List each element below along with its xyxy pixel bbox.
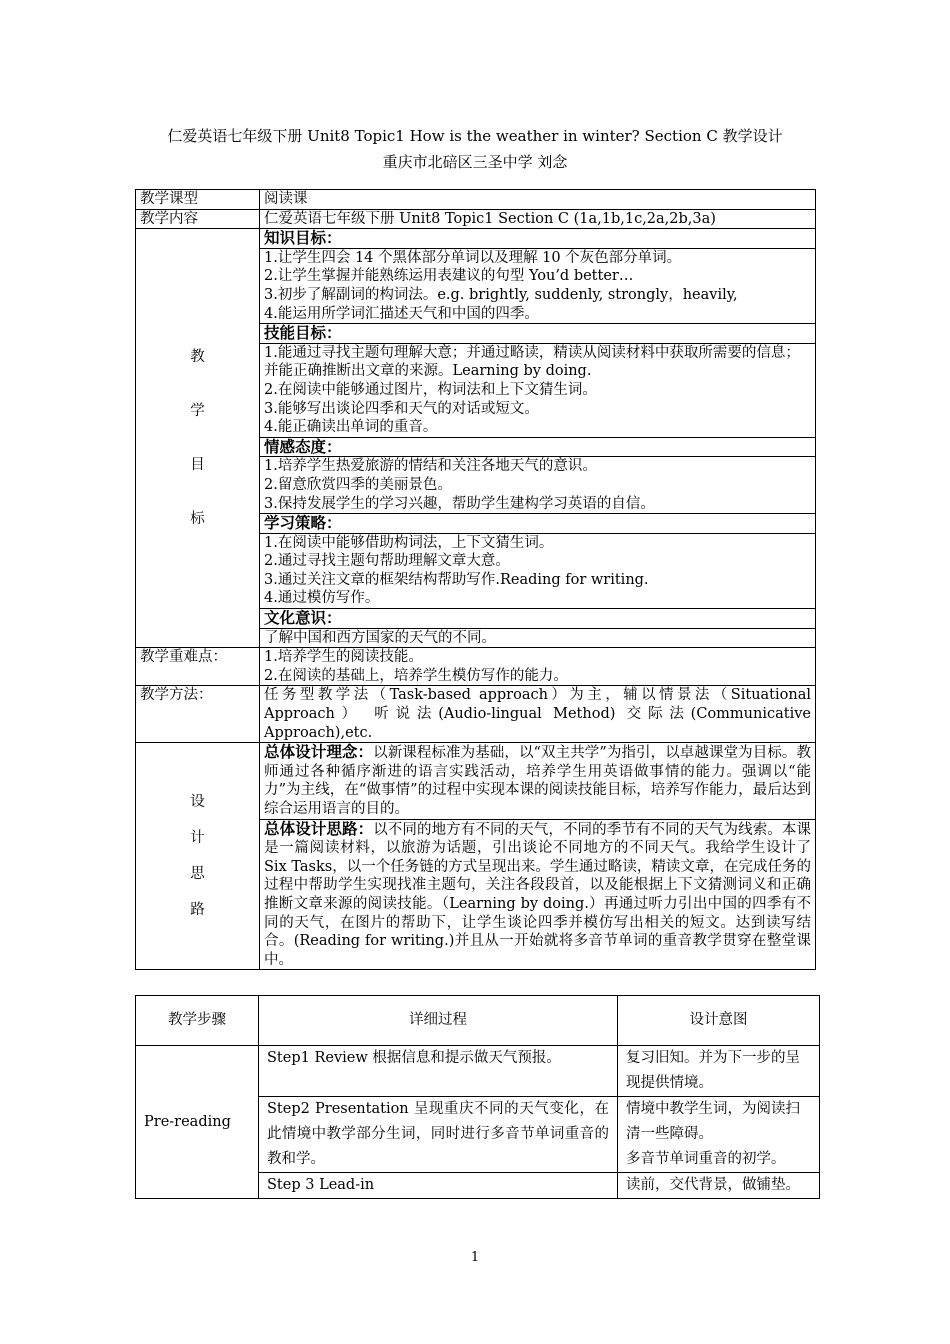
knowledge-heading: 知识目标： xyxy=(260,229,816,249)
table-row xyxy=(136,190,816,210)
table-row xyxy=(136,229,816,249)
concept-heading: 总体设计理念： xyxy=(264,742,374,762)
step-process: Step 3 Lead-in xyxy=(259,1173,618,1199)
knowledge-items: 1.让学生四会 14 个黑体部分单词以及理解 10 个灰色部分单词。 2.让学生掌握并能熟练运用表建议的句型 You’d better… 3.初步了解副词的构词法。e.g. brightly, suddenly, strongly，heavily, 4.能运用所学词汇描述天气和中国的四季。 xyxy=(260,248,816,323)
thinking-text: 以不同的地方有不同的天气，不同的季节有不同的天气为线索。本课是一篇阅读材料，以旅游为话题，引出谈论不同地方的不同天气。我给学生设计了 Six Tasks，以一个任务链的方式呈现出来。学生通过略读，精读文章，在完成任务的过程中帮助学生实现找准主题句，关注各段段首，以及能根据上下文猜测词义和正确推断文章来源的阅读技能。（Learning by doing.）再通过听力引出中国的四季有不同的天气，在图片的帮助下，让学生谈论四季并模仿写出相关的短文。达到读写结合。(Reading for writing.)并且从一开始就将多音节单词的重音教学贯穿在整堂课中。 xyxy=(264,821,811,968)
teaching-steps-table xyxy=(135,995,820,1199)
document-title: 仁爱英语七年级下册 Unit8 Topic1 How is the weather in winter? Section C 教学设计 xyxy=(167,127,783,145)
step-intent: 情境中教学生词，为阅读扫清一些障碍。 多音节单词重音的初学。 xyxy=(618,1097,820,1173)
content-label: 教学内容 xyxy=(136,209,260,229)
step-intent: 读前，交代背景，做铺垫。 xyxy=(618,1173,820,1199)
table-row xyxy=(136,1046,820,1097)
design-thinking xyxy=(260,819,816,970)
table-row xyxy=(136,209,816,229)
difficulty-items: 1.培养学生的阅读技能。 2.在阅读的基础上，培养学生模仿写作的能力。 xyxy=(260,648,816,686)
strategy-heading: 学习策略： xyxy=(260,514,816,534)
table-row xyxy=(136,743,816,819)
skills-heading: 技能目标： xyxy=(260,324,816,344)
method-value: 任务型教学法（Task-based approach）为主，辅以情景法（Situational Approach） 听说法(Audio-lingual Method) 交际法(Communicative Approach),etc. xyxy=(260,686,816,743)
strategy-items: 1.在阅读中能够借助构词法，上下文猜生词。 2.通过寻找主题句帮助理解文章大意。 3.通过关注文章的框架结构帮助写作.Reading for writing. 4.通过模仿写作。 xyxy=(260,533,816,608)
table-header-row xyxy=(136,996,820,1046)
objectives-label: 教 学 目 标 xyxy=(136,229,260,648)
course-type-label: 教学课型 xyxy=(136,190,260,210)
table-row xyxy=(136,648,816,686)
culture-heading: 文化意识： xyxy=(260,609,816,629)
design-concept xyxy=(260,743,816,819)
course-type-value: 阅读课 xyxy=(260,190,816,210)
skills-items: 1.能通过寻找主题句理解大意；并通过略读，精读从阅读材料中获取所需要的信息；并能正确推断出文章的来源。Learning by doing. 2.在阅读中能够通过图片，构词法和上下文猜生词。 3.能够写出谈论四季和天气的对话或短文。 4.能正确读出单词的重音。 xyxy=(260,343,816,437)
attitude-items: 1.培养学生热爱旅游的情结和关注各地天气的意识。 2.留意欣赏四季的美丽景色。 3.保持发展学生的学习兴趣，帮助学生建构学习英语的自信。 xyxy=(260,457,816,514)
header-intent: 设计意图 xyxy=(618,996,820,1046)
step-intent: 复习旧知。并为下一步的呈现提供情境。 xyxy=(618,1046,820,1097)
content-value: 仁爱英语七年级下册 Unit8 Topic1 Section C (1a,1b,1c,2a,2b,3a) xyxy=(260,209,816,229)
attitude-heading: 情感态度： xyxy=(260,437,816,457)
design-label: 设 计 思 路 xyxy=(136,743,260,970)
culture-items: 了解中国和西方国家的天气的不同。 xyxy=(260,628,816,648)
table-row xyxy=(136,686,816,743)
step-process: Step1 Review 根据信息和提示做天气预报。 xyxy=(259,1046,618,1097)
thinking-heading: 总体设计思路： xyxy=(264,818,374,838)
stage-pre-reading: Pre-reading xyxy=(136,1046,259,1199)
method-label: 教学方法： xyxy=(136,686,260,743)
difficulty-label: 教学重难点： xyxy=(136,648,260,686)
step-process: Step2 Presentation 呈现重庆不同的天气变化，在此情境中教学部分生词，同时进行多音节单词重音的教和学。 xyxy=(259,1097,618,1173)
header-steps: 教学步骤 xyxy=(136,996,259,1046)
concept-text: 以新课程标准为基础，以“双主共学”为指引，以卓越课堂为目标。教师通过各种循序渐进的语言实践活动，培养学生用英语做事情的能力。强调以“能力”为主线，在“做事情”的过程中实现本课的阅读技能目标，培养写作能力，最后达到综合运用语言的目的。 xyxy=(264,745,811,817)
author-line: 重庆市北碚区三圣中学 刘念 xyxy=(382,153,568,171)
lesson-info-table xyxy=(135,189,816,970)
header-process: 详细过程 xyxy=(259,996,618,1046)
page-number: 1 xyxy=(470,1250,480,1265)
